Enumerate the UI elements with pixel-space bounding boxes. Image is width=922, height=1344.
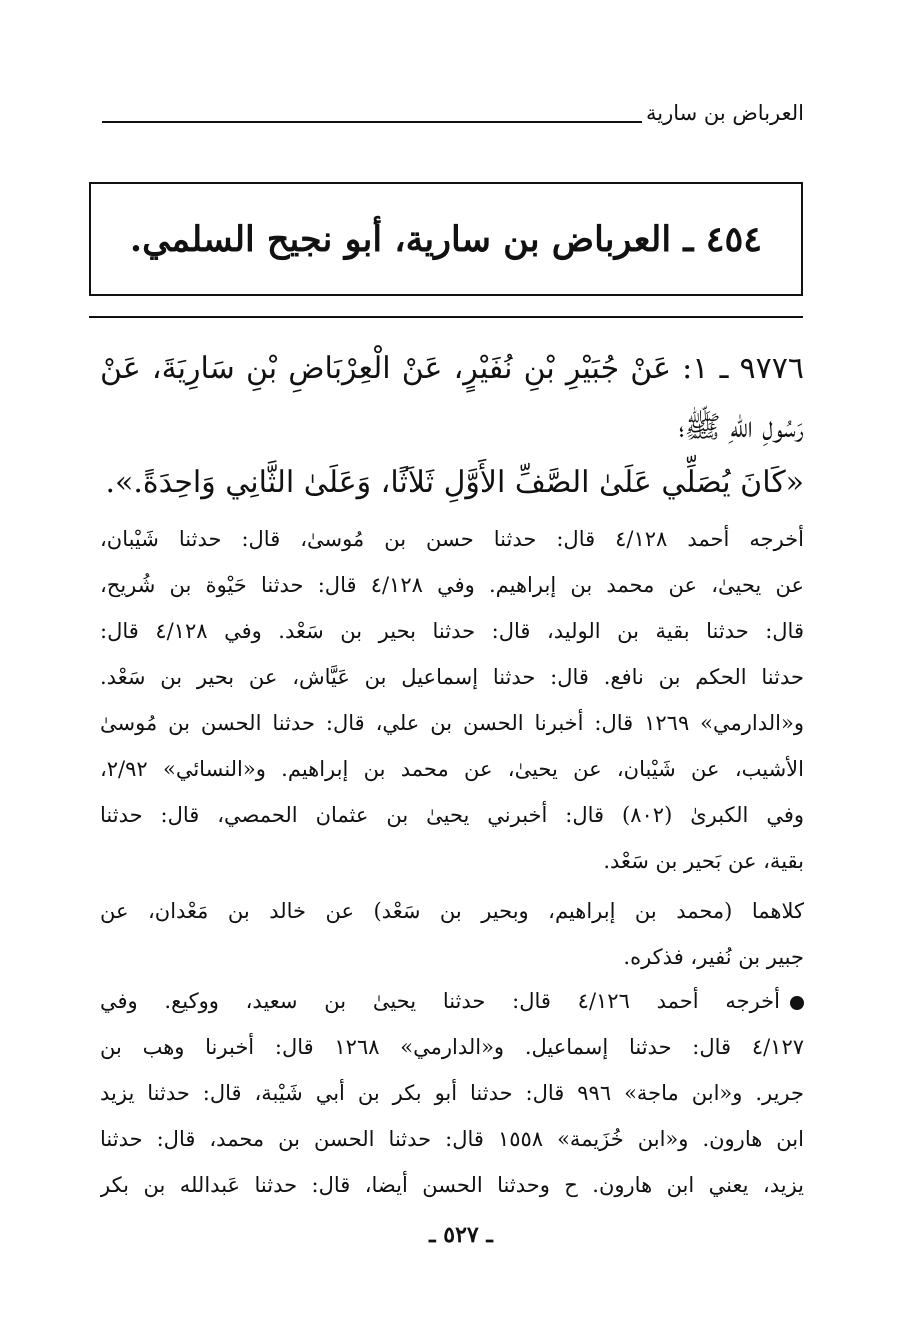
note-text: بقية، عن بَحير بن سَعْد. bbox=[603, 849, 804, 873]
note-line bbox=[100, 1116, 804, 1162]
note-line bbox=[100, 1024, 804, 1070]
note-line bbox=[100, 792, 804, 838]
note-line bbox=[100, 1162, 804, 1208]
note-text: أخرجه أحمد ٤/١٢٨ قال: حدثنا حسن بن مُوسىٰ، قال: حدثنا شَيْبان، bbox=[100, 527, 804, 551]
entry-title: ٤٥٤ ـ العرباض بن سارية، أبو نجيح السلمي. bbox=[129, 218, 763, 260]
note-line bbox=[100, 654, 804, 700]
entry-title-box bbox=[89, 182, 803, 296]
bullet-icon bbox=[790, 996, 804, 1010]
note-line bbox=[100, 978, 804, 1024]
hadith-line-3: «كَانَ يُصَلِّي عَلَىٰ الصَّفِّ الأَوَّلِ ثَلاَثًا، وَعَلَىٰ الثَّانِي وَاحِدَةً.». bbox=[105, 465, 804, 500]
note-text: جبير بن نُفير، فذكره. bbox=[623, 945, 804, 969]
title-rule bbox=[89, 316, 803, 318]
note-line bbox=[100, 608, 804, 654]
note-text: الأشيب، عن شَيْبان، عن يحيىٰ، عن محمد بن إبراهيم. و«النسائي» ٢/٩٢، bbox=[100, 757, 804, 781]
note-text: أخرجه أحمد ٤/١٢٦ قال: حدثنا يحيىٰ بن سعيد، ووكيع. وفي bbox=[100, 989, 780, 1013]
note-text: وفي الكبرىٰ (٨٠٢) قال: أخبرني يحيىٰ بن عثمان الحمصي، قال: حدثنا bbox=[100, 803, 804, 827]
note-text: ابن هارون. و«ابن خُزَيمة» ١٥٥٨ قال: حدثنا الحسن بن محمد، قال: حدثنا bbox=[100, 1127, 804, 1151]
note-line bbox=[100, 1070, 804, 1116]
note-text: عن يحيىٰ، عن محمد بن إبراهيم. وفي ٤/١٢٨ قال: حدثنا حَيْوة بن شُريح، bbox=[100, 573, 804, 597]
note-line bbox=[100, 934, 804, 980]
running-head: العرباض بن سارية bbox=[645, 101, 804, 125]
note-line bbox=[100, 746, 804, 792]
note-text: ٤/١٢٧ قال: حدثنا إسماعيل. و«الدارمي» ١٢٦٨ قال: أخبرنا وهب بن bbox=[100, 1035, 804, 1059]
note-line bbox=[100, 516, 804, 562]
hadith-line-1: ٩٧٧٦ ـ ١: عَنْ جُبَيْرِ بْنِ نُفَيْرٍ، عَنْ الْعِرْبَاضِ بْنِ سَارِيَةَ، عَنْ bbox=[100, 351, 804, 386]
note-text: يزيد، يعني ابن هارون. ح وحدثنا الحسن أيضا، قال: حدثنا عَبدالله بن بكر bbox=[100, 1173, 804, 1197]
note-line bbox=[100, 838, 804, 884]
note-line bbox=[100, 888, 804, 934]
note-text: كلاهما (محمد بن إبراهيم، وبحير بن سَعْد) عن خالد بن مَعْدان، عن bbox=[100, 899, 804, 923]
page-number: ـ ٥٢٧ ـ bbox=[429, 1222, 493, 1248]
note-text: قال: حدثنا بقية بن الوليد، قال: حدثنا بحير بن سَعْد. وفي ٤/١٢٨ قال: bbox=[100, 619, 804, 643]
note-text: جرير. و«ابن ماجة» ٩٩٦ قال: حدثنا أبو بكر بن أبي شَيْبة، قال: حدثنا يزيد bbox=[100, 1081, 804, 1105]
running-head-rule bbox=[102, 121, 642, 123]
note-text: حدثنا الحكم بن نافع. قال: حدثنا إسماعيل بن عَيَّاش، عن بحير بن سَعْد. bbox=[100, 665, 804, 689]
note-text: و«الدارمي» ١٢٦٩ قال: أخبرنا الحسن بن علي، قال: حدثنا الحسن بن مُوسىٰ bbox=[100, 711, 804, 735]
note-line bbox=[100, 700, 804, 746]
note-line bbox=[100, 562, 804, 608]
hadith-line-2: رَسُولِ اللّٰهِ ﷺ؛ bbox=[678, 410, 804, 445]
